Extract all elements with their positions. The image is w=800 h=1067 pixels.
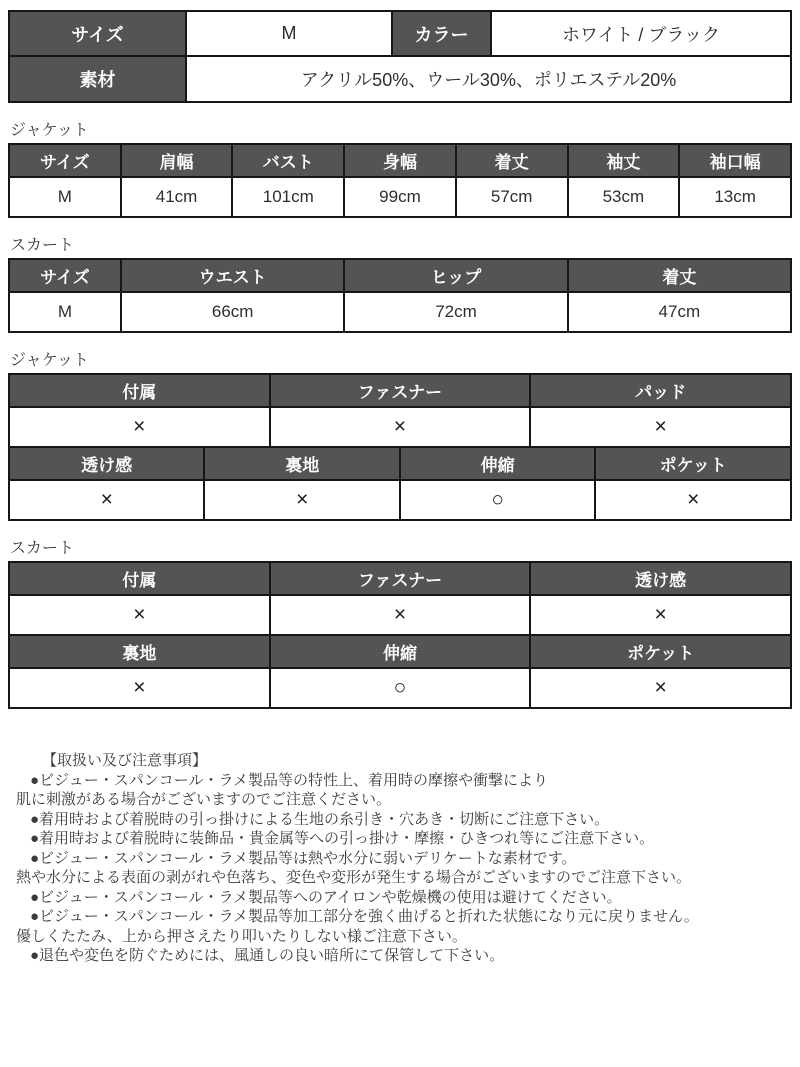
color-label-cell: カラー bbox=[392, 11, 491, 56]
section-label-jacket-features: ジャケット bbox=[10, 352, 89, 369]
jacket-col-shoulder-width: 肩幅 bbox=[121, 144, 233, 177]
skirt-size-value: M bbox=[9, 292, 121, 332]
size-label-cell: サイズ bbox=[9, 11, 186, 56]
section-label-skirt-measurements: スカート bbox=[10, 237, 75, 254]
skirt-feat-stretch-value: ○ bbox=[270, 668, 531, 708]
skirt-measurements-table bbox=[8, 258, 792, 333]
jacket-sleeve-length-value: 53cm bbox=[568, 177, 680, 217]
skirt-feat-zipper-header: ファスナー bbox=[270, 562, 531, 595]
jacket-body-width-value: 99cm bbox=[344, 177, 456, 217]
color-value-cell: ホワイト / ブラック bbox=[491, 11, 791, 56]
jacket-feat-stretch-header: 伸縮 bbox=[400, 447, 595, 480]
jacket-col-body-width: 身幅 bbox=[344, 144, 456, 177]
skirt-feat-zipper-value: × bbox=[270, 595, 531, 635]
skirt-feat-pocket-value: × bbox=[530, 668, 791, 708]
jacket-cuff-width-value: 13cm bbox=[679, 177, 791, 217]
material-label-cell: 素材 bbox=[9, 56, 186, 102]
skirt-col-size: サイズ bbox=[9, 259, 121, 292]
care-note-line: ●着用時および着脱時の引っ掛けによる生地の糸引き・穴あき・切断にご注意下さい。 bbox=[30, 810, 610, 828]
skirt-col-waist: ウエスト bbox=[121, 259, 344, 292]
skirt-length-value: 47cm bbox=[568, 292, 791, 332]
jacket-col-cuff-width: 袖口幅 bbox=[679, 144, 791, 177]
care-note-line: ●ビジュー・スパンコール・ラメ製品等へのアイロンや乾燥機の使用は避けてください。 bbox=[30, 888, 622, 906]
care-note-line: ●ビジュー・スパンコール・ラメ製品等は熱や水分に弱いデリケートな素材です。 bbox=[30, 849, 577, 867]
care-notes-title: 【取扱い及び注意事項】 bbox=[42, 752, 208, 769]
skirt-col-hip: ヒップ bbox=[344, 259, 567, 292]
jacket-feat-accessories-value: × bbox=[9, 407, 270, 447]
jacket-shoulder-width-value: 41cm bbox=[121, 177, 233, 217]
care-note-line: ●退色や変色を防ぐためには、風通しの良い暗所にて保管して下さい。 bbox=[30, 947, 505, 964]
jacket-col-sleeve-length: 袖丈 bbox=[568, 144, 680, 177]
skirt-measurements-row bbox=[9, 292, 791, 332]
jacket-feat-lining-value: × bbox=[204, 480, 399, 520]
skirt-waist-value: 66cm bbox=[121, 292, 344, 332]
skirt-features-table bbox=[8, 561, 792, 709]
size-color-material-table bbox=[8, 10, 792, 103]
care-note-line: ●着用時および着脱時に装飾品・貴金属等への引っ掛け・摩擦・ひきつれ等にご注意下さい。 bbox=[30, 830, 655, 847]
jacket-feat-accessories-header: 付属 bbox=[9, 374, 270, 407]
skirt-feat-accessories-header: 付属 bbox=[9, 562, 270, 595]
care-note-line: 優しくたたみ、上から押さえたり叩いたりしない様ご注意下さい。 bbox=[16, 927, 467, 945]
jacket-features-table bbox=[8, 373, 792, 521]
skirt-feat-stretch-header: 伸縮 bbox=[270, 635, 531, 668]
size-value-cell: M bbox=[186, 11, 392, 56]
jacket-feat-lining-header: 裏地 bbox=[204, 447, 399, 480]
care-notes bbox=[8, 751, 792, 966]
section-label-skirt-features: スカート bbox=[10, 540, 75, 557]
jacket-col-bust: バスト bbox=[232, 144, 344, 177]
jacket-measurements-table bbox=[8, 143, 792, 218]
jacket-feat-zipper-value: × bbox=[270, 407, 531, 447]
skirt-col-length: 着丈 bbox=[568, 259, 791, 292]
skirt-feat-pocket-header: ポケット bbox=[530, 635, 791, 668]
jacket-bust-value: 101cm bbox=[232, 177, 344, 217]
jacket-feat-sheerness-value: × bbox=[9, 480, 204, 520]
jacket-measurements-row bbox=[9, 177, 791, 217]
section-label-jacket-measurements: ジャケット bbox=[10, 122, 89, 139]
jacket-feat-pads-header: パッド bbox=[530, 374, 791, 407]
jacket-feat-pocket-value: × bbox=[595, 480, 791, 520]
jacket-feat-pocket-header: ポケット bbox=[595, 447, 791, 480]
jacket-feat-pads-value: × bbox=[530, 407, 791, 447]
material-value-cell: アクリル50%、ウール30%、ポリエステル20% bbox=[186, 56, 791, 102]
care-note-line: ●ビジュー・スパンコール・ラメ製品等の特性上、着用時の摩擦や衝撃により bbox=[30, 771, 549, 789]
jacket-length-value: 57cm bbox=[456, 177, 568, 217]
skirt-feat-lining-header: 裏地 bbox=[9, 635, 270, 668]
skirt-feat-lining-value: × bbox=[9, 668, 270, 708]
skirt-feat-sheerness-value: × bbox=[530, 595, 791, 635]
skirt-feat-sheerness-header: 透け感 bbox=[530, 562, 791, 595]
skirt-feat-accessories-value: × bbox=[9, 595, 270, 635]
jacket-col-length: 着丈 bbox=[456, 144, 568, 177]
skirt-hip-value: 72cm bbox=[344, 292, 567, 332]
jacket-feat-stretch-value: ○ bbox=[400, 480, 595, 520]
care-note-line: 肌に刺激がある場合がございますのでご注意ください。 bbox=[16, 791, 392, 808]
care-note-line: 熱や水分による表面の剥がれや色落ち、変色や変形が発生する場合がございますのでご注意下さい。 bbox=[16, 869, 692, 886]
jacket-size-value: M bbox=[9, 177, 121, 217]
jacket-feat-zipper-header: ファスナー bbox=[270, 374, 531, 407]
jacket-feat-sheerness-header: 透け感 bbox=[9, 447, 204, 480]
jacket-col-size: サイズ bbox=[9, 144, 121, 177]
care-note-line: ●ビジュー・スパンコール・ラメ製品等加工部分を強く曲げると折れた状態になり元に戻りません。 bbox=[30, 908, 699, 925]
